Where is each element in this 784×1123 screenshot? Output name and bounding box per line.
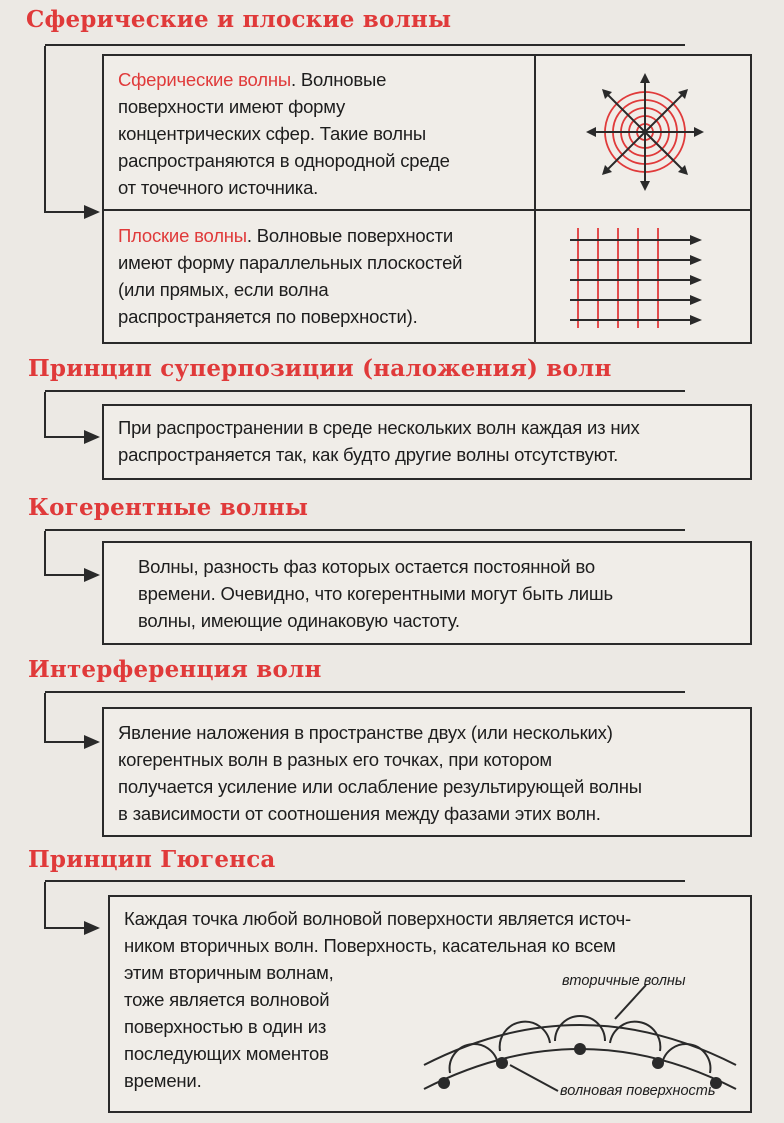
- connector-line-2: [45, 392, 98, 437]
- connector-line-5: [45, 882, 98, 928]
- connector-line-3: [45, 531, 98, 575]
- connector-line-4: [45, 693, 98, 742]
- huygens-box: [108, 895, 752, 1113]
- spherical-waves-text: Сферические волны. Волновые поверхности имеют форму концентрических сфер. Такие волны распространяются в однородной среде от точечного источника.: [118, 69, 450, 198]
- section-title-superposition: Принцип суперпозиции (наложения) волн: [28, 355, 612, 382]
- section-title-interference: Интерференция волн: [28, 656, 322, 683]
- secondary-waves-label: вторичные волны: [562, 973, 686, 989]
- spherical-wave-diagram: [580, 72, 710, 192]
- arrow-icon: [84, 921, 100, 935]
- row-divider: [104, 209, 750, 211]
- surface-pointer: [510, 1065, 558, 1091]
- secondary-waves-pointer: [615, 985, 646, 1019]
- arrow-icon: [84, 568, 100, 582]
- section-title-coherent: Когерентные волны: [28, 494, 309, 521]
- wave-surface-label: волновая поверхность: [560, 1083, 716, 1099]
- superposition-box: [102, 404, 752, 480]
- title-rule: [45, 691, 685, 693]
- arrow-icon: [84, 430, 100, 444]
- title-rule: [45, 44, 685, 46]
- superposition-text: При распространении в среде нескольких волн каждая из них распространяется так, как будто другие волны отсутствуют.: [118, 417, 640, 465]
- title-rule: [45, 880, 685, 882]
- column-divider: [534, 56, 536, 342]
- plane-waves-term: Плоские волны: [118, 225, 247, 246]
- spherical-plane-box: [102, 54, 752, 344]
- arrow-icon: [84, 735, 100, 749]
- connector-line-1: [45, 46, 98, 212]
- interference-box: [102, 707, 752, 837]
- section-title-huygens: Принцип Гюгенса: [28, 846, 276, 873]
- interference-text: Явление наложения в пространстве двух (или нескольких) когерентных волн в разных его точках, при котором получается усиление или ослабление результирующей волны в зависимости от соотношения между фазами этих волн.: [118, 722, 642, 824]
- title-rule: [45, 529, 685, 531]
- arrow-icon: [84, 205, 100, 219]
- title-rule: [45, 390, 685, 392]
- coherent-text: Волны, разность фаз которых остается постоянной во времени. Очевидно, что когерентными могут быть лишь волны, имеющие одинаковую частоту.: [138, 556, 614, 631]
- plane-wave-diagram: [566, 226, 706, 330]
- huygens-text: Каждая точка любой волновой поверхности является источ- ником вторичных волн. Поверхность, касательная ко всем этим вторичным волнам, тоже является волновой поверхностью в один из последующих моментов времени.: [124, 908, 631, 1091]
- spherical-waves-term: Сферические волны: [118, 69, 291, 90]
- plane-waves-text: Плоские волны. Волновые поверхности имеют форму параллельных плоскостей (или прямых, если волна распространяется по поверхности).: [118, 225, 463, 327]
- section-title-spherical-plane: Сферические и плоские волны: [26, 6, 452, 33]
- coherent-box: [102, 541, 752, 645]
